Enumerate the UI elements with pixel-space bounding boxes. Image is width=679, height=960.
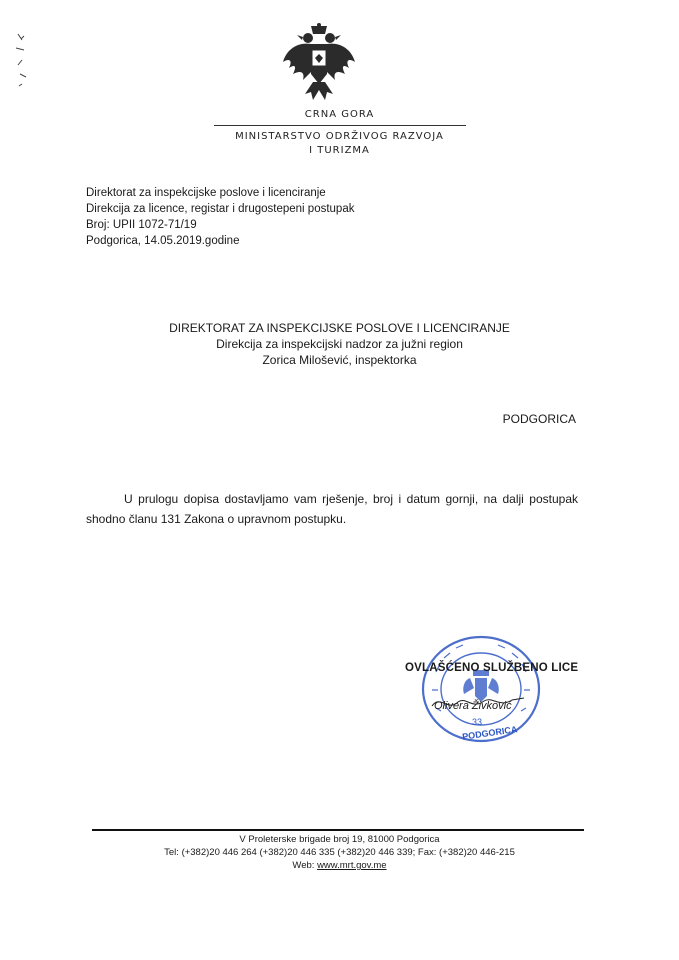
header-divider [214, 125, 466, 126]
margin-scribble [12, 30, 34, 92]
footer-divider [92, 829, 584, 831]
place-and-date: Podgorica, 14.05.2019.godine [86, 235, 240, 247]
recipient-block [0, 320, 679, 368]
footer-phones: Tel: (+382)20 446 264 (+382)20 446 335 (+382)20 446 339; Fax: (+382)20 446-215 [164, 847, 515, 858]
recipient-division: Direkcija za inspekcijski nadzor za južni region [216, 337, 463, 351]
sender-block [86, 185, 354, 249]
ministry-name-line2: I TURIZMA [309, 145, 370, 156]
handwritten-signature-icon [428, 692, 528, 714]
country-name: CRNA GORA [304, 109, 375, 120]
stamp-number: 33 [472, 717, 483, 727]
recipient-directorate: DIREKTORAT ZA INSPEKCIJSKE POSLOVE I LICENCIRANJE [169, 321, 510, 335]
sender-division: Direkcija za licence, registar i drugostepeni postupak [86, 203, 355, 215]
recipient-city: PODGORICA [502, 412, 576, 426]
footer-web-label: Web: [292, 860, 318, 871]
footer-web [0, 860, 679, 872]
ministry-name-line1: MINISTARSTVO ODRŽIVOG RAZVOJA [235, 131, 444, 142]
signatory-title: OVLAŠĆENO SLUŽBENO LICE [405, 662, 579, 674]
footer-address: V Proleterske brigade broj 19, 81000 Podgorica [239, 834, 440, 845]
stamp-city: PODGORICA [461, 724, 518, 742]
reference-number: Broj: UPII 1072-71/19 [86, 219, 197, 231]
footer-web-link[interactable]: www.mrt.gov.me [317, 860, 387, 871]
recipient-person: Zorica Milošević, inspektorka [262, 353, 417, 367]
signatory-name: Olivera Živković [434, 700, 512, 712]
sender-directorate: Direktorat za inspekcijske poslove i licenciranje [86, 187, 326, 199]
letter-body: U prulogu dopisa dostavljamo vam rješenje, broj i datum gornji, na dalji postupak shodno članu 131 Zakona o upravnom postupku. [86, 492, 578, 526]
coat-of-arms-icon [281, 22, 357, 104]
